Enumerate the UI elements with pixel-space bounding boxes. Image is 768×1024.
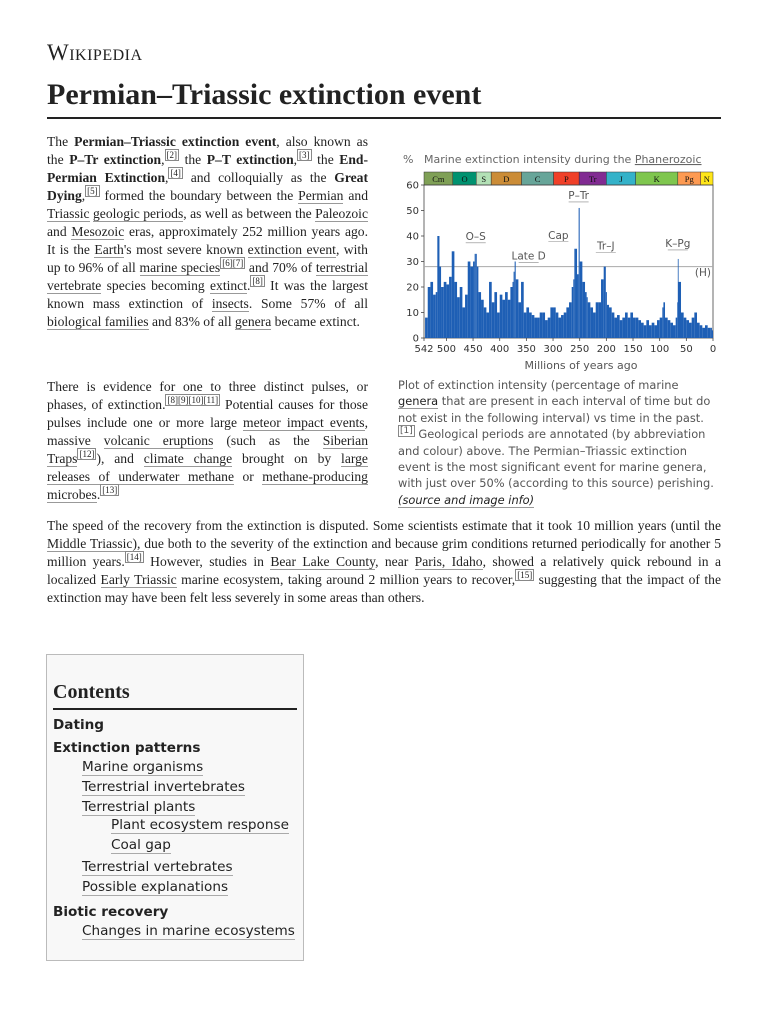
data-bar	[476, 254, 477, 338]
data-bar	[449, 277, 452, 338]
data-bar	[515, 262, 516, 339]
citation[interactable]: [13]	[102, 485, 118, 496]
link-climate-change[interactable]: climate change	[143, 451, 233, 466]
data-bar	[697, 323, 700, 338]
data-bar	[633, 318, 636, 338]
x-tick-label: 150	[623, 344, 643, 355]
data-bar	[657, 320, 660, 338]
data-bar	[607, 305, 609, 338]
chart-title: Marine extinction intensity during the Phanerozoic	[424, 153, 702, 166]
data-bar	[436, 292, 438, 338]
data-bar	[558, 318, 561, 338]
data-bar	[428, 287, 431, 338]
x-tick-label: 450	[463, 344, 483, 355]
data-bar	[502, 300, 505, 338]
figure-caption: Plot of extinction intensity (percentage of marine genera that are present in each interval of time but do not exist in the following interval) vs time in the past.[1] Geological periods are annotated (by abbreviation and colour) above. The Permian–Triassic extinction event is the most significant event for marine genera, with just over 50% (according to this source) perishing. (source and image info)	[398, 378, 714, 507]
x-tick-label: 300	[543, 344, 563, 355]
data-bar	[500, 295, 503, 338]
link-paleozoic[interactable]: Paleozoic	[315, 206, 368, 221]
data-bar	[588, 302, 591, 338]
data-bar	[465, 295, 468, 338]
period-label: S	[481, 174, 487, 184]
event-annotation: O–S	[465, 230, 486, 243]
data-bar	[537, 318, 540, 338]
data-bar	[652, 323, 655, 338]
data-bar	[678, 282, 681, 338]
chart-y-unit: %	[403, 153, 414, 166]
data-bar	[614, 318, 617, 338]
citation[interactable]: [1]	[400, 426, 413, 437]
link-meteor-impact[interactable]: meteor impact events	[243, 415, 365, 430]
data-bar	[561, 315, 564, 338]
link-geologic-periods[interactable]: geologic periods	[93, 206, 184, 221]
toc-item[interactable]: Coal gap	[111, 837, 171, 853]
data-bar	[681, 313, 684, 339]
data-bar	[604, 267, 606, 338]
period-label: P	[564, 174, 569, 184]
data-bar	[484, 307, 487, 338]
period-label: N	[703, 174, 710, 184]
data-bar	[708, 328, 711, 338]
data-bar	[508, 300, 511, 338]
data-bar	[654, 325, 657, 338]
citation[interactable]: [8]	[252, 276, 263, 287]
period-label: Cm	[432, 174, 445, 184]
link-permian[interactable]: Permian	[298, 188, 344, 203]
link-terrestrial[interactable]: terrestrial	[315, 260, 368, 275]
data-bar	[529, 313, 532, 339]
data-bar	[569, 302, 572, 338]
data-bar	[481, 300, 484, 338]
data-bar	[573, 279, 574, 338]
link-genera[interactable]: genera	[235, 314, 272, 329]
data-bar	[577, 274, 579, 338]
table-of-contents	[46, 654, 304, 961]
event-annotation: Cap	[548, 229, 569, 242]
data-bar	[446, 284, 449, 338]
y-tick-label: 10	[406, 308, 419, 319]
data-bar	[606, 292, 607, 338]
data-bar	[470, 267, 473, 338]
data-bar	[430, 282, 433, 338]
data-bar	[670, 323, 673, 338]
data-bar	[705, 325, 708, 338]
data-bar	[702, 328, 705, 338]
data-bar	[542, 313, 545, 339]
data-bar	[516, 279, 519, 338]
x-tick-label: 400	[490, 344, 510, 355]
data-bar	[572, 287, 574, 338]
period-label: O	[461, 174, 468, 184]
data-bar	[545, 320, 548, 338]
data-bar	[676, 318, 678, 338]
data-bar	[478, 292, 481, 338]
data-bar	[579, 208, 580, 338]
data-bar	[636, 318, 639, 338]
link-early-triassic[interactable]: Early Triassic	[100, 572, 177, 587]
data-bar	[550, 307, 553, 338]
toc-item[interactable]: Biotic recovery	[53, 904, 169, 920]
link-biological-families[interactable]: biological families	[47, 314, 149, 329]
data-bar	[590, 307, 593, 338]
toc-item[interactable]: Extinction patterns	[53, 740, 201, 756]
toc-item[interactable]: Terrestrial vertebrates	[82, 859, 233, 875]
source-link[interactable]: (source and image info)	[398, 492, 535, 507]
data-bar	[494, 292, 497, 338]
citation[interactable]: [4]	[170, 168, 181, 179]
toc-item[interactable]: Marine organisms	[82, 759, 204, 775]
data-bar	[437, 236, 439, 338]
data-bar	[452, 251, 455, 338]
data-bar	[566, 307, 569, 338]
data-bar	[660, 318, 663, 338]
data-bar	[625, 313, 628, 339]
citation[interactable]: [12]	[79, 449, 95, 460]
link-earth[interactable]: Earth	[94, 242, 124, 257]
extinction-chart	[398, 150, 718, 375]
data-bar	[596, 302, 599, 338]
y-tick-label: 30	[406, 257, 419, 268]
link-extinction-event[interactable]: extinction event	[247, 242, 336, 257]
toc-divider	[53, 708, 297, 710]
data-bar	[454, 282, 457, 338]
data-bar	[662, 307, 663, 338]
event-annotation: K–Pg	[665, 237, 691, 250]
data-bar	[694, 313, 697, 339]
period-label: C	[534, 174, 541, 184]
link-methane-releases[interactable]: large releases of underwater methane	[47, 451, 368, 484]
link-siberian-traps[interactable]: Siberian Traps	[47, 433, 368, 466]
data-bar	[582, 282, 585, 338]
data-bar	[524, 313, 527, 339]
link-mesozoic[interactable]: Mesozoic	[71, 224, 125, 239]
y-tick-label: 0	[412, 333, 419, 345]
x-tick-label: 250	[570, 344, 590, 355]
data-bar	[585, 292, 587, 338]
data-bar	[518, 302, 521, 338]
data-bar	[617, 315, 620, 338]
toc-item[interactable]: Terrestrial plants	[82, 799, 196, 815]
pulses-paragraph: There is evidence for one to three distinct pulses, or phases, of extinction. [8][9][10][11] Potential causes for those pulses include one or more large meteor impact events, massive volcanic eruptions (such as the Siberian Traps [12] ), and climate change brought on by large releases of underwater methane or methane-producing microbes. [13]	[47, 379, 368, 502]
data-bar	[574, 249, 576, 338]
x-tick-label: 350	[516, 344, 536, 355]
link-caption-genera[interactable]: genera	[398, 394, 439, 409]
link-triassic[interactable]: Triassic	[47, 206, 90, 221]
data-bar	[700, 325, 703, 338]
data-bar	[475, 254, 476, 338]
data-bar	[587, 297, 588, 338]
data-bar	[556, 313, 559, 339]
data-bar	[665, 318, 668, 338]
data-bar	[534, 318, 537, 338]
data-bar	[425, 318, 428, 338]
data-bar	[644, 325, 647, 338]
y-tick-label: 20	[406, 282, 419, 294]
chart-x-label: Millions of years ago	[524, 359, 638, 372]
toc-item[interactable]: Plant ecosystem response	[111, 817, 289, 833]
data-bar	[521, 282, 524, 338]
link-middle-triassic[interactable]: Middle Triassic	[47, 536, 133, 551]
data-bar	[593, 313, 596, 339]
x-tick-label: 542	[414, 344, 434, 355]
data-bar	[628, 318, 631, 338]
period-label: D	[503, 174, 510, 184]
data-bar	[441, 287, 444, 338]
period-label: Pg	[684, 174, 694, 184]
data-bar	[457, 297, 460, 338]
data-bar	[646, 320, 649, 338]
title-divider	[47, 117, 721, 119]
data-bar	[712, 330, 713, 338]
x-tick-label: 200	[596, 344, 616, 355]
data-bar	[468, 262, 471, 339]
data-bar	[673, 325, 676, 338]
citation[interactable]: [3]	[299, 150, 310, 161]
citation[interactable]: [5]	[87, 186, 98, 197]
event-annotation: Late D	[511, 250, 546, 263]
link-bear-lake-county[interactable]: Bear Lake County	[270, 554, 376, 569]
event-annotation: (H)	[694, 266, 711, 279]
x-tick-label: 100	[650, 344, 670, 355]
data-bar	[641, 323, 644, 338]
data-bar	[433, 295, 436, 338]
data-bar	[526, 307, 529, 338]
data-bar	[622, 318, 625, 338]
y-tick-label: 40	[406, 231, 419, 243]
data-bar	[686, 320, 689, 338]
intro-paragraph: The Permian–Triassic extinction event, also known as the P–Tr extinction, [2] the P–T extinction, [3] the End-Permian Extinction, [4] and colloquially as the Great Dying, [5] formed the boundary between the Permian and Triassic geologic periods, as well as between the Paleozoic and Mesozoic eras, approximately 252 million years ago. It is the Earth's most severe known extinction event, with up to 96% of all marine species [6][7] and 70% of terrestrial vertebrate species becoming extinct. [8] It was the largest known mass extinction of insects. Some 57% of all biological families and 83% of all genera became extinct.	[47, 134, 369, 329]
data-bar	[663, 302, 665, 338]
event-annotation: Tr–J	[597, 240, 615, 253]
data-bar	[601, 279, 604, 338]
data-bar	[486, 313, 489, 339]
link-paris-idaho[interactable]: Paris, Idaho	[414, 554, 483, 569]
toc-item[interactable]: Terrestrial invertebrates	[82, 779, 245, 795]
link-marine-species[interactable]: marine species	[139, 260, 221, 275]
link-insects[interactable]: insects	[211, 296, 249, 311]
period-label: J	[619, 174, 623, 184]
extinction-chart-figure[interactable]	[398, 150, 718, 380]
link-extinct[interactable]: extinct	[210, 278, 247, 293]
data-bar	[630, 313, 633, 339]
x-tick-label: 500	[436, 344, 456, 355]
data-bar	[598, 302, 601, 338]
data-bar	[489, 282, 492, 338]
citation[interactable]: [6][7]	[222, 258, 244, 269]
toc-title: Contents	[53, 681, 130, 703]
toc-item[interactable]: Changes in marine ecosystems	[82, 923, 295, 939]
data-bar	[497, 313, 500, 339]
x-tick-label: 0	[709, 344, 717, 355]
data-bar	[684, 318, 687, 338]
data-bar	[462, 307, 465, 338]
toc-item[interactable]: Dating	[53, 717, 105, 733]
data-bar	[580, 262, 583, 339]
data-bar	[692, 318, 695, 338]
event-annotation: P–Tr	[568, 189, 590, 202]
data-bar	[492, 302, 495, 338]
link-methane-microbes[interactable]: methane-producing microbes	[47, 469, 368, 502]
toc-item[interactable]: Possible explanations	[82, 879, 229, 895]
data-bar	[620, 320, 623, 338]
page-title: Permian–Triassic extinction event	[47, 78, 482, 111]
data-bar	[477, 267, 479, 338]
citation[interactable]: [15]	[517, 570, 533, 581]
period-label: Tr	[588, 174, 597, 184]
wikipedia-logo[interactable]: Wikipedia	[47, 40, 143, 65]
link-vertebrate[interactable]: vertebrate	[47, 278, 102, 293]
x-tick-label: 50	[679, 344, 693, 355]
data-bar	[548, 318, 551, 338]
citation[interactable]: [2]	[166, 150, 177, 161]
data-bar	[576, 249, 577, 338]
recovery-paragraph: The speed of the recovery from the extinction is disputed. Some scientists estimate that it took 10 million years (until the Middle Triassic), due both to the severity of the extinction and because grim conditions returned periodically for another 5 million years. [14] However, studies in Bear Lake County, near Paris, Idaho, showed a relatively quick rebound in a localized Early Triassic marine ecosystem, taking around 2 million years to recover, [15] suggesting that the impact of the extinction may have been felt less severely in some areas than others.	[47, 518, 721, 605]
data-bar	[609, 307, 612, 338]
data-bar	[710, 328, 712, 338]
citation[interactable]: [8][9][10][11]	[167, 395, 219, 406]
data-bar	[473, 262, 475, 339]
y-tick-label: 50	[406, 206, 419, 217]
data-bar	[649, 325, 652, 338]
link-volcanic-eruptions[interactable]: volcanic eruptions	[103, 433, 214, 448]
data-bar	[689, 323, 692, 338]
citation[interactable]: [14]	[126, 552, 142, 563]
data-bar	[540, 313, 543, 339]
data-bar	[514, 272, 515, 338]
data-bar	[505, 292, 508, 338]
data-bar	[668, 320, 671, 338]
period-label: K	[653, 174, 660, 184]
data-bar	[532, 315, 535, 338]
data-bar	[513, 282, 514, 338]
data-bar	[439, 267, 441, 338]
data-bar	[564, 313, 567, 339]
data-bar	[460, 287, 463, 338]
data-bar	[612, 313, 615, 339]
data-bar	[553, 307, 556, 338]
data-bar	[444, 282, 447, 338]
data-bar	[638, 320, 641, 338]
y-tick-label: 60	[406, 180, 419, 192]
data-bar	[510, 287, 512, 338]
